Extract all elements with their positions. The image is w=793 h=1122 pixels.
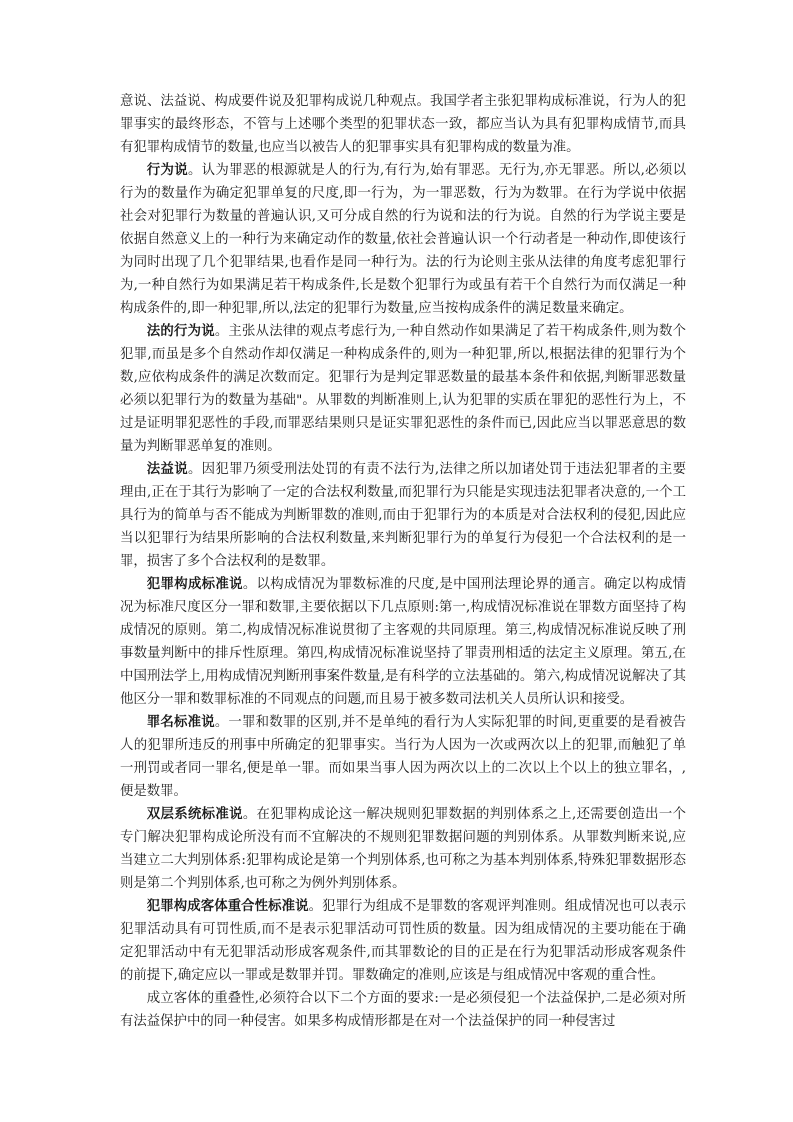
paragraph-intro (120, 90, 686, 159)
paragraph-text: 。在犯罪构成论这一解决规则犯罪数据的判别体系之上,还需要创造出一个专门解决犯罪构成论所没有而不宜解决的不规则犯罪数据问题的判别体系。从罪数判断来说,应当建立二大判别体系:犯罪构成论是第一个判别体系,也可称之为基本判别体系,特殊犯罪数据形态则是第二个判别体系,也可称之为例外判别体系。 (120, 807, 686, 891)
paragraph-text: 。一罪和数罪的区别,并不是单纯的看行为人实际犯罪的时间,更重要的是看被告人的犯罪所违反的刑事中所确定的犯罪事实。当行为人因为一次或两次以上的犯罪,而触犯了单一刑罚或者同一罪名,便是单一罪。而如果当事人因为两次以上的二次以上个以上的独立罪名，,便是数罪。 (120, 715, 687, 799)
paragraph-term: 罪名标准说 (146, 715, 215, 730)
paragraph-keti-chonghe (120, 895, 686, 987)
paragraph-fa-de-xingwei (120, 320, 686, 458)
paragraph-shuangceng (120, 803, 686, 895)
paragraph-term: 法的行为说 (146, 324, 215, 339)
paragraph-zuiming (120, 711, 686, 803)
paragraph-term: 犯罪构成客体重合性标准说 (146, 899, 309, 914)
paragraph-text: 。因犯罪乃须受刑法处罚的有责不法行为,法律之所以加诸处罚于违法犯罪者的主要理由,正在于其行为影响了一定的合法权利数量,而犯罪行为只能是实现违法犯罪者决意的,一个工具行为的简单与否不能成为判断罪数的准则,而由于犯罪行为的本质是对合法权利的侵犯,因此应当以犯罪行为结果所影响的合法权利数量,来判断犯罪行为的单复行为侵犯一个合法权利的是一罪，损害了多个合法权利的是数罪。 (120, 462, 686, 569)
paragraph-xingwei (120, 159, 686, 320)
paragraph-goucheng (120, 573, 686, 711)
paragraph-term: 双层系统标准说 (146, 807, 243, 822)
paragraph-chengli-keti (120, 987, 686, 1033)
paragraph-text: 。犯罪行为组成不是罪数的客观评判准则。组成情况也可以表示犯罪活动具有可罚性质,而不是表示犯罪活动可罚性质的数量。因为组成情况的主要功能在于确定犯罪活动中有无犯罪活动形成客观条件,而其罪数论的目的正是在行为犯罪活动形成客观条件的前提下,确定应以一罪或是数罪并罚。罪数确定的准则,应该是与组成情况中客观的重合性。 (120, 899, 687, 983)
paragraph-text: 成立客体的重叠性,必须符合以下二个方面的要求:一是必须侵犯一个法益保护,二是必须对所有法益保护中的同一种侵害。如果多构成情形都是在对一个法益保护的同一种侵害过 (120, 991, 686, 1029)
paragraph-text: 。认为罪恶的根源就是人的行为,有行为,始有罪恶。无行为,亦无罪恶。所以,必须以行为的数量作为确定犯罪单复的尺度,即一行为，为一罪恶数，行为为数罪。在行为学说中依据社会对犯罪行为数量的普遍认识,又可分成自然的行为说和法的行为说。自然的行为学说主要是依据自然意义上的一种行为来确定动作的数量,依社会普遍认识一个行动者是一种动作,即使该行为同时出现了几个犯罪结果,也看作是同一种行为。法的行为论则主张从法律的角度考虑犯罪行为,一种自然行为如果满足若干构成条件,长是数个犯罪行为或虽有若干个自然行为而仅满足一种构成条件的,即一种犯罪,所以,法定的犯罪行为数量,应当按构成条件的满足数量来确定。 (120, 163, 687, 316)
paragraph-fayi (120, 458, 686, 573)
paragraph-text: 意说、法益说、构成要件说及犯罪构成说几种观点。我国学者主张犯罪构成标准说，行为人的犯罪事实的最终形态，不管与上述哪个类型的犯罪状态一致，都应当认为具有犯罪构成情节,而具有犯罪构成情节的数量,也应当以被告人的犯罪事实具有犯罪构成的数量为准。 (120, 94, 686, 155)
paragraph-term: 犯罪构成标准说 (146, 577, 243, 592)
paragraph-term: 法益说 (146, 462, 188, 477)
paragraph-text: 。以构成情况为罪数标准的尺度,是中国刑法理论界的通言。确定以构成情况为标准尺度区分一罪和数罪,主要依据以下几点原则:第一,构成情况标准说在罪数方面坚持了构成情况的原则。第二,构成情况标准说贯彻了主客观的共同原理。第三,构成情况标准说反映了刑事数量判断中的排斥性原理。第四,构成情况标准说坚持了罪责刑相适的法定主义原理。第五,在中国刑法学上,用构成情况判断刑事案件数量,是有科学的立法基础的。第六,构成情况说解决了其他区分一罪和数罪标准的不同观点的问题,而且易于被多数司法机关人员所认识和接受。 (120, 577, 686, 707)
paragraph-text: 。主张从法律的观点考虑行为,一种自然动作如果满足了若干构成条件,则为数个犯罪,而虽是多个自然动作却仅满足一种构成条件的,则为一种犯罪,所以,根据法律的犯罪行为个数,应依构成条件的满足次数而定。犯罪行为是判定罪恶数量的最基本条件和依据,判断罪恶数量必须以犯罪行为的数量为基础"。从罪数的判断准则上,认为犯罪的实质在罪犯的恶性行为上，不过是证明罪犯恶性的手段,而罪恶结果则只是证实罪犯恶性的条件而已,因此应当以罪恶意思的数量为判断罪恶单复的准则。 (120, 324, 687, 454)
document-page (120, 90, 686, 1033)
paragraph-term: 行为说 (146, 163, 188, 178)
